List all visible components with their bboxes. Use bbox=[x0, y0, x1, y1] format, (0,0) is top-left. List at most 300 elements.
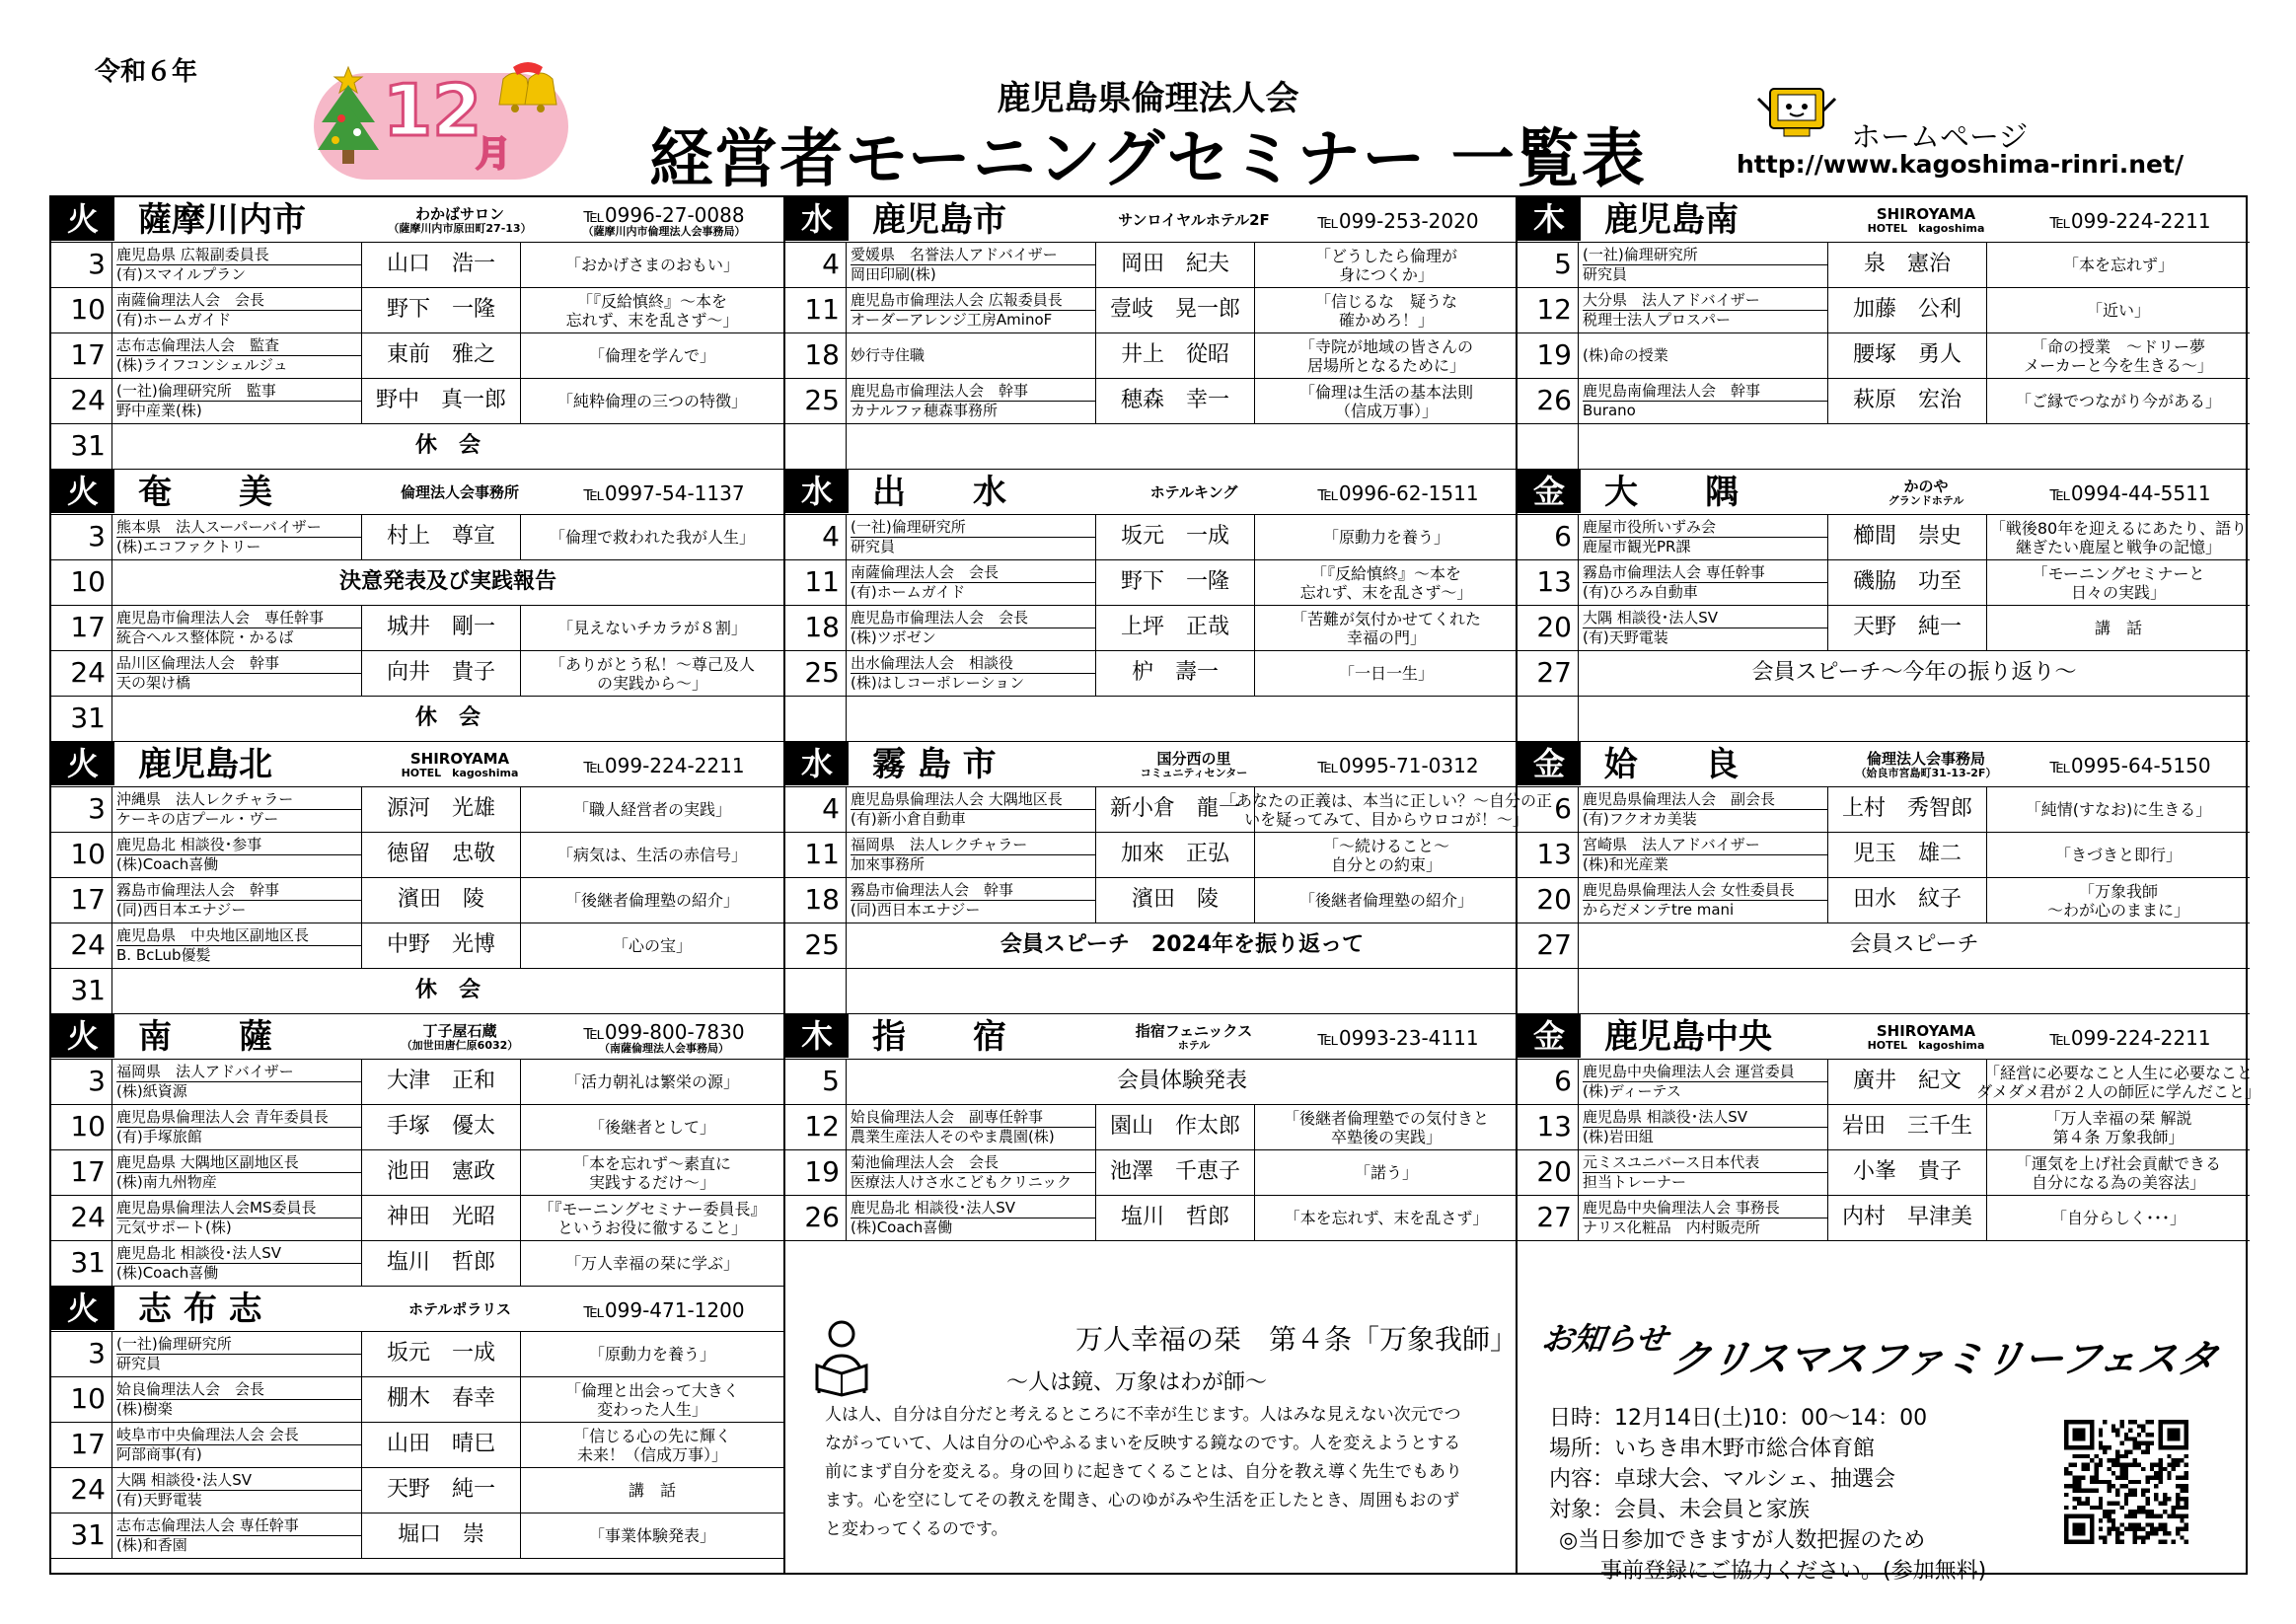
topic-line: 変わった人生」 bbox=[597, 1399, 707, 1419]
topic-line: 「ご縁でつながり今がある」 bbox=[2015, 392, 2221, 410]
day-number: 20 bbox=[1518, 606, 1579, 650]
venue-line: SHIROYAMA bbox=[1876, 1022, 1976, 1041]
affiliation-line: (株)Coach喜働 bbox=[851, 1218, 1095, 1237]
affiliation-line: 鹿児島中央倫理法人会 運営委員 bbox=[1583, 1063, 1795, 1080]
affiliation-line: 霧島市倫理法人会 幹事 bbox=[851, 881, 1014, 899]
day-number: 3 bbox=[51, 1332, 112, 1376]
topic-line: というお役に徹すること」 bbox=[556, 1218, 747, 1237]
seminar-row bbox=[51, 424, 783, 470]
homepage-label: ホームページ bbox=[1851, 120, 2029, 155]
speaker-name: 山田 晴巳 bbox=[361, 1423, 521, 1467]
affiliation-line: 岡田印刷(株) bbox=[851, 264, 1095, 284]
lecture-topic bbox=[1987, 333, 2250, 378]
topic-line: 「活力朝礼は繁栄の源」 bbox=[564, 1072, 739, 1091]
lecture-topic bbox=[1987, 1105, 2250, 1149]
speaker-name: 池澤 千恵子 bbox=[1095, 1150, 1255, 1195]
speaker-name: 徳留 忠敬 bbox=[361, 833, 521, 877]
row-note bbox=[847, 969, 1518, 1013]
topic-line: 「倫理で救われた我が人生」 bbox=[549, 528, 755, 547]
lecture-topic bbox=[1987, 833, 2250, 877]
day-number: 6 bbox=[1518, 1060, 1579, 1104]
affiliation-line: (有)スマイルプラン bbox=[116, 264, 361, 284]
speaker-name: 櫛間 崇史 bbox=[1827, 515, 1987, 559]
affiliation-line: (株)エコファクトリー bbox=[116, 537, 361, 556]
notice-target: 対象：会員、未会員と家族 bbox=[1549, 1498, 1811, 1522]
speaker-affiliation bbox=[1581, 243, 1827, 287]
speaker-affiliation bbox=[849, 787, 1095, 832]
seminar-row bbox=[51, 515, 783, 560]
day-number: 12 bbox=[1518, 288, 1579, 332]
affiliation-line: 熊本県 法人スーパーバイザー bbox=[116, 518, 322, 536]
day-number bbox=[785, 969, 847, 1013]
speaker-affiliation bbox=[1581, 878, 1827, 923]
speaker-name: 磯脇 功至 bbox=[1827, 560, 1987, 605]
speaker-name: 萩原 宏治 bbox=[1827, 379, 1987, 423]
venue-line: ホテル bbox=[1177, 1039, 1211, 1053]
affiliation-line: 鹿児島県 中央地区副地区長 bbox=[116, 926, 310, 944]
speaker-affiliation bbox=[849, 333, 1095, 378]
affiliation-line: (株)岩田組 bbox=[1583, 1127, 1827, 1146]
day-number: 11 bbox=[785, 833, 847, 877]
affiliation-line: 志布志倫理法人会 専任幹事 bbox=[116, 1516, 299, 1534]
speaker-name: 坂元 一成 bbox=[361, 1332, 521, 1376]
org-name: 鹿児島県倫理法人会 bbox=[997, 79, 1299, 118]
day-number: 10 bbox=[51, 560, 112, 605]
affiliation-line: 統合ヘルス整体院・かるば bbox=[116, 627, 361, 647]
phone-line: ℡0996-62-1511 bbox=[1317, 480, 1479, 505]
topic-line: 卒塾後の実践」 bbox=[1330, 1127, 1442, 1146]
topic-line: 「原動力を養う」 bbox=[588, 1345, 715, 1364]
lecture-topic bbox=[1987, 515, 2250, 559]
venue-line: 倫理法人会事務所 bbox=[400, 483, 519, 502]
speaker-name: 濱田 陵 bbox=[1095, 878, 1255, 923]
day-number: 12 bbox=[785, 1105, 847, 1149]
day-number: 13 bbox=[1518, 1105, 1579, 1149]
weekday-badge: 火 bbox=[51, 197, 114, 241]
lecture-topic bbox=[521, 333, 783, 378]
day-number bbox=[1518, 424, 1579, 469]
row-note: 休 会 bbox=[414, 978, 481, 1002]
venue-line: （姶良市宮島町31-13-2F） bbox=[1855, 767, 1997, 780]
affiliation-line: 元気サポート(株) bbox=[116, 1218, 361, 1237]
venue bbox=[1839, 746, 2013, 785]
affiliation-line: 鹿屋市役所いずみ会 bbox=[1583, 518, 1717, 536]
affiliation-line: 品川区倫理法人会 幹事 bbox=[116, 654, 280, 672]
seminar-row bbox=[51, 1196, 783, 1241]
venue-line: HOTEL kagoshima bbox=[401, 767, 519, 780]
affiliation-line: 研究員 bbox=[116, 1354, 361, 1373]
speaker-name: 小峯 貴子 bbox=[1827, 1150, 1987, 1195]
topic-line: 「ありがとう私！～尊己及人 bbox=[549, 654, 755, 674]
speaker-affiliation bbox=[1581, 560, 1827, 605]
notice-note: ◎当日参加できますが人数把握のため bbox=[1559, 1528, 1926, 1553]
affiliation-line: 研究員 bbox=[851, 537, 1095, 556]
day-number: 31 bbox=[51, 697, 112, 741]
seminar-row bbox=[51, 379, 783, 424]
seminar-row bbox=[51, 243, 783, 288]
day-number: 17 bbox=[51, 606, 112, 650]
affiliation-line: 大分県 法人アドバイザー bbox=[1583, 291, 1760, 309]
phone-line: ℡099-800-7830 bbox=[583, 1019, 745, 1044]
topic-line: 「命の授業 ～ドリー夢 bbox=[2031, 336, 2205, 356]
phone bbox=[2021, 201, 2240, 241]
topic-line: いを疑ってみて、目からウロコが！～」 bbox=[1244, 809, 1528, 829]
topic-line: の実践から～」 bbox=[596, 673, 707, 693]
affiliation-line: (有)手塚旅館 bbox=[116, 1127, 361, 1146]
phone-line: （薩摩川内市倫理法人会事務局） bbox=[582, 224, 746, 238]
speaker-name: 廣井 紀文 bbox=[1827, 1060, 1987, 1104]
speaker-affiliation bbox=[114, 515, 361, 559]
day-number: 31 bbox=[51, 1241, 112, 1286]
lecture-topic bbox=[1987, 878, 2250, 923]
affiliation-line: 宮崎県 法人アドバイザー bbox=[1583, 836, 1760, 853]
era-label: 令和６年 bbox=[95, 57, 198, 87]
notice-note-2: 事前登録にご協力ください。(参加無料) bbox=[1600, 1559, 1987, 1584]
topic-line: 継ぎたい鹿屋と戦争の記憶」 bbox=[2015, 537, 2221, 556]
affiliation-line: (有)新小倉自動車 bbox=[851, 809, 1095, 829]
affiliation-line: (株)Coach喜働 bbox=[116, 1263, 361, 1283]
seminar-row bbox=[785, 288, 1518, 333]
day-number: 3 bbox=[51, 243, 112, 287]
section-header bbox=[51, 197, 783, 243]
speaker-name: 坂元 一成 bbox=[1095, 515, 1255, 559]
affiliation-line: (同)西日本エナジー bbox=[851, 900, 1095, 920]
seminar-row bbox=[785, 379, 1518, 424]
seminar-row bbox=[51, 923, 783, 969]
speaker-affiliation bbox=[114, 243, 361, 287]
section-header bbox=[51, 1287, 783, 1332]
topic-line: 「職人経営者の実践」 bbox=[572, 800, 731, 819]
affiliation-line: 鹿児島市倫理法人会 専任幹事 bbox=[116, 609, 325, 627]
lecture-topic bbox=[521, 878, 783, 923]
affiliation-line: 鹿児島県倫理法人会 大隅地区長 bbox=[851, 790, 1063, 808]
affiliation-line: 霧島市倫理法人会 専任幹事 bbox=[1583, 563, 1765, 581]
affiliation-line: 鹿児島県倫理法人会 副会長 bbox=[1583, 790, 1776, 808]
topic-line: 「信じる心の先に輝く bbox=[572, 1426, 731, 1445]
phone bbox=[1289, 474, 1508, 513]
affiliation-line: (株)紙資源 bbox=[116, 1081, 361, 1101]
speaker-name: 村上 尊宣 bbox=[361, 515, 521, 559]
affiliation-line: 鹿児島県 大隅地区副地区長 bbox=[116, 1153, 299, 1171]
day-number: 27 bbox=[1518, 651, 1579, 696]
lecture-topic bbox=[521, 606, 783, 650]
day-number: 20 bbox=[1518, 1150, 1579, 1195]
speaker-name: 野下 一隆 bbox=[361, 288, 521, 332]
lecture-topic bbox=[1255, 606, 1518, 650]
row-note bbox=[1579, 969, 2250, 1013]
phone bbox=[1289, 201, 1508, 241]
speaker-name: 岩田 三千生 bbox=[1827, 1105, 1987, 1149]
speaker-affiliation bbox=[114, 923, 361, 968]
topic-line: 「戦後80年を迎えるにあたり、語り bbox=[1989, 518, 2248, 538]
affiliation-line: 志布志倫理法人会 監査 bbox=[116, 336, 280, 354]
affiliation-line: 鹿児島県倫理法人会 女性委員長 bbox=[1583, 881, 1795, 899]
topic-line: 「本を忘れず」 bbox=[2062, 256, 2174, 274]
venue bbox=[1839, 1018, 2013, 1058]
speaker-affiliation bbox=[114, 288, 361, 332]
speaker-affiliation bbox=[114, 651, 361, 696]
seminar-row bbox=[51, 606, 783, 651]
manjin-body: 人は人、自分は自分だと考えるところに不幸が生じます。人はみな見えない次元でつながっていて、人は自分の心やふるまいを反映する鏡なのです。人を変えようとする前にまず自分を変える。身の回りに起きてくることは、自分を教え導く先生でもあります。心を空にしてその教えを聞き、心のゆがみや生活を正したとき、周囲もおのずと変わってくるのです。 bbox=[825, 1405, 1462, 1539]
branch-name: 霧 島 市 bbox=[872, 745, 997, 784]
qr-code-icon[interactable] bbox=[2064, 1409, 2188, 1555]
venue-line: 国分西の里 bbox=[1156, 750, 1231, 769]
seminar-row bbox=[785, 878, 1518, 923]
phone bbox=[1289, 1018, 1508, 1058]
lecture-topic bbox=[521, 833, 783, 877]
seminar-row bbox=[51, 288, 783, 333]
speaker-affiliation bbox=[1581, 606, 1827, 650]
affiliation-line: 鹿児島北 相談役･法人SV bbox=[116, 1244, 282, 1262]
branch-name: 大 隅 bbox=[1604, 473, 1739, 512]
affiliation-line: (有)天野電装 bbox=[116, 1490, 361, 1510]
seminar-row bbox=[51, 1332, 783, 1377]
venue-line: SHIROYAMA bbox=[409, 750, 510, 769]
affiliation-line: (一社)倫理研究所 bbox=[1583, 246, 1698, 263]
day-number: 10 bbox=[51, 288, 112, 332]
seminar-row bbox=[1518, 243, 2250, 288]
lecture-topic bbox=[521, 1332, 783, 1376]
day-number: 26 bbox=[1518, 379, 1579, 423]
affiliation-line: (同)西日本エナジー bbox=[116, 900, 361, 920]
affiliation-line: 南薩倫理法人会 会長 bbox=[851, 563, 1000, 581]
topic-line: 「万人幸福の栞に学ぶ」 bbox=[564, 1254, 739, 1273]
lecture-topic bbox=[1255, 379, 1518, 423]
topic-line: 「病気は、生活の赤信号」 bbox=[556, 846, 747, 864]
venue bbox=[373, 1018, 547, 1058]
day-number: 18 bbox=[785, 878, 847, 923]
affiliation-line: 担当トレーナー bbox=[1583, 1172, 1827, 1192]
speaker-affiliation bbox=[114, 1332, 361, 1376]
topic-line: 「心の宝」 bbox=[612, 936, 692, 955]
topic-line: 忘れず、末を乱さず～」 bbox=[565, 310, 739, 330]
venue bbox=[1839, 201, 2013, 241]
speaker-name: 堀口 崇 bbox=[361, 1513, 521, 1558]
day-number: 17 bbox=[51, 878, 112, 923]
affiliation-line: ナリス化粧品 内村販売所 bbox=[1583, 1218, 1827, 1237]
day-number: 17 bbox=[51, 1150, 112, 1195]
day-number: 20 bbox=[1518, 878, 1579, 923]
section-header bbox=[1518, 470, 2250, 515]
weekday-badge: 水 bbox=[785, 197, 849, 241]
speaker-name: 田水 紋子 bbox=[1827, 878, 1987, 923]
topic-line: 身につくか」 bbox=[1339, 264, 1434, 284]
speaker-name: 塩川 哲郎 bbox=[361, 1241, 521, 1286]
lecture-topic bbox=[521, 923, 783, 968]
affiliation-line: Burano bbox=[1583, 401, 1827, 420]
day-number: 11 bbox=[785, 560, 847, 605]
topic-line: 「本を忘れず、末を乱さず」 bbox=[1284, 1209, 1489, 1227]
manjin-subtitle: ～人は鏡、万象はわが師～ bbox=[1006, 1370, 1268, 1395]
topic-line: 居場所となるために」 bbox=[1306, 355, 1465, 375]
day-number: 18 bbox=[785, 333, 847, 378]
topic-line: 「苦難が気付かせてくれた bbox=[1291, 609, 1481, 628]
affiliation-line: 大隅 相談役･法人SV bbox=[1583, 609, 1719, 627]
affiliation-line: (一社)倫理研究所 bbox=[851, 518, 966, 536]
topic-line: 第４条 万象我師」 bbox=[2052, 1127, 2185, 1146]
affiliation-line: (有)ひろみ自動車 bbox=[1583, 582, 1827, 602]
homepage-url[interactable]: http://www.kagoshima-rinri.net/ bbox=[1737, 150, 2185, 179]
seminar-row bbox=[785, 1060, 1518, 1105]
seminar-row bbox=[785, 1196, 1518, 1241]
topic-line: 忘れず、末を乱さず～」 bbox=[1299, 582, 1473, 602]
speaker-name: 大津 正和 bbox=[361, 1060, 521, 1104]
affiliation-line: 出水倫理法人会 相談役 bbox=[851, 654, 1014, 672]
lecture-topic bbox=[1987, 288, 2250, 332]
topic-line: 「『反給慎終』～本を bbox=[1310, 563, 1461, 583]
topic-line: 「後継者倫理塾の紹介」 bbox=[1298, 891, 1473, 910]
lecture-topic bbox=[1255, 333, 1518, 378]
day-number: 4 bbox=[785, 515, 847, 559]
affiliation-line: からだメンテtre mani bbox=[1583, 900, 1827, 920]
phone bbox=[555, 1291, 774, 1330]
topic-line: ダメダメ君が２人の師匠に学んだこと」 bbox=[1976, 1081, 2261, 1101]
venue bbox=[1107, 1018, 1281, 1058]
branch-name: 鹿児島南 bbox=[1604, 200, 1739, 240]
seminar-row bbox=[785, 697, 1518, 742]
lecture-topic bbox=[521, 1241, 783, 1286]
phone bbox=[555, 474, 774, 513]
month-suffix: 月 bbox=[476, 134, 512, 175]
affiliation-line: オーダーアレンジ工房AminoF bbox=[851, 310, 1095, 330]
affiliation-line: 菊池倫理法人会 会長 bbox=[851, 1153, 1000, 1171]
topic-line: 「おかげさまのおもい」 bbox=[564, 256, 739, 274]
topic-line: 「万人幸福の栞 解説 bbox=[2044, 1108, 2192, 1128]
affiliation-line: 鹿屋市観光PR課 bbox=[1583, 537, 1827, 556]
venue-line: （薩摩川内市原田町27-13） bbox=[388, 222, 532, 236]
venue-line: 倫理法人会事務局 bbox=[1866, 750, 1985, 769]
affiliation-line: 研究員 bbox=[1583, 264, 1827, 284]
venue-line: グランドホテル bbox=[1888, 494, 1964, 508]
weekday-badge: 火 bbox=[51, 1287, 114, 1330]
section-header bbox=[1518, 1014, 2250, 1060]
affiliation-line: (株)和光産業 bbox=[1583, 854, 1827, 874]
phone-line: ℡0994-44-5511 bbox=[2049, 480, 2211, 505]
speaker-name: 加來 正弘 bbox=[1095, 833, 1255, 877]
branch-name: 出 水 bbox=[872, 473, 1006, 512]
section-header bbox=[51, 742, 783, 787]
row-note bbox=[847, 424, 1518, 469]
lecture-topic bbox=[1987, 379, 2250, 423]
topic-line: 自分になる為の美容法」 bbox=[2031, 1172, 2205, 1192]
topic-line: 「モーニングセミナーと bbox=[2032, 563, 2205, 583]
seminar-row bbox=[785, 606, 1518, 651]
seminar-row bbox=[785, 1105, 1518, 1150]
speaker-name: 岡田 紀夫 bbox=[1095, 243, 1255, 287]
seminar-row bbox=[1518, 424, 2250, 470]
topic-line: メーカーと今を生きる～」 bbox=[2024, 355, 2213, 375]
affiliation-line: 姶良倫理法人会 副専任幹事 bbox=[851, 1108, 1044, 1126]
weekday-badge: 水 bbox=[785, 742, 849, 785]
affiliation-line: (株)ツボゼン bbox=[851, 627, 1095, 647]
affiliation-line: 鹿児島市倫理法人会 幹事 bbox=[851, 382, 1029, 400]
row-note: 会員スピーチ～今年の振り返り～ bbox=[1751, 660, 2077, 685]
seminar-row bbox=[1518, 923, 2250, 969]
speaker-affiliation bbox=[1581, 333, 1827, 378]
row-note: 会員スピーチ bbox=[1849, 932, 1979, 957]
seminar-row bbox=[1518, 333, 2250, 379]
lecture-topic bbox=[1976, 1060, 2261, 1104]
lecture-topic bbox=[521, 1196, 783, 1240]
seminar-row bbox=[1518, 697, 2250, 742]
affiliation-line: 鹿児島市倫理法人会 広報委員長 bbox=[851, 291, 1063, 309]
seminar-row bbox=[1518, 878, 2250, 923]
day-number bbox=[1518, 697, 1579, 741]
seminar-row bbox=[51, 1150, 783, 1196]
section-header bbox=[1518, 742, 2250, 787]
lecture-topic bbox=[1987, 1150, 2250, 1195]
day-number: 3 bbox=[51, 787, 112, 832]
speaker-affiliation bbox=[849, 288, 1095, 332]
lecture-topic bbox=[521, 651, 783, 696]
speaker-affiliation bbox=[114, 787, 361, 832]
seminar-row bbox=[1518, 288, 2250, 333]
seminar-row bbox=[1518, 1150, 2250, 1196]
day-number: 17 bbox=[51, 1423, 112, 1467]
venue-line: ホテルキング bbox=[1149, 483, 1238, 502]
speaker-affiliation bbox=[114, 833, 361, 877]
speaker-name: 塩川 哲郎 bbox=[1095, 1196, 1255, 1240]
row-note: 会員体験発表 bbox=[1116, 1069, 1247, 1093]
phone-line: ℡099-224-2211 bbox=[2049, 1025, 2211, 1050]
speaker-name: 手塚 優太 bbox=[361, 1105, 521, 1149]
speaker-affiliation bbox=[849, 651, 1095, 696]
speaker-affiliation bbox=[849, 379, 1095, 423]
speaker-affiliation bbox=[849, 1105, 1095, 1149]
row-note bbox=[1579, 424, 2250, 469]
phone bbox=[555, 746, 774, 785]
branch-name: 志 布 志 bbox=[138, 1290, 262, 1329]
affiliation-line: (一社)倫理研究所 監事 bbox=[116, 382, 276, 400]
speaker-name: 壹岐 晃一郎 bbox=[1095, 288, 1255, 332]
branch-name: 鹿児島北 bbox=[138, 745, 272, 784]
affiliation-line: 大隅 相談役･法人SV bbox=[116, 1471, 253, 1489]
seminar-row bbox=[785, 1150, 1518, 1196]
day-number: 3 bbox=[51, 515, 112, 559]
lecture-topic bbox=[521, 787, 783, 832]
speaker-affiliation bbox=[1581, 787, 1827, 832]
day-number: 4 bbox=[785, 243, 847, 287]
page-title: 経営者モーニングセミナー 一覧表 bbox=[649, 123, 1647, 196]
affiliation-line: 岐阜市中央倫理法人会 会長 bbox=[116, 1426, 299, 1443]
speaker-name: 泉 憲治 bbox=[1827, 243, 1987, 287]
speaker-affiliation bbox=[1581, 1196, 1827, 1240]
speaker-affiliation bbox=[849, 560, 1095, 605]
seminar-row bbox=[1518, 1196, 2250, 1241]
affiliation-line: 鹿児島中央倫理法人会 事務長 bbox=[1583, 1199, 1780, 1217]
topic-line: 「～続けること～ bbox=[1322, 836, 1449, 855]
affiliation-line: 加來事務所 bbox=[851, 854, 1095, 874]
speaker-name: 児玉 雄二 bbox=[1827, 833, 1987, 877]
seminar-row bbox=[51, 333, 783, 379]
affiliation-line: (株)はしコーポレーション bbox=[851, 673, 1095, 693]
topic-line: ～わが心のままに」 bbox=[2046, 900, 2189, 920]
venue-line: HOTEL kagoshima bbox=[1867, 1039, 1985, 1053]
venue-line: 丁子屋石蔵 bbox=[422, 1022, 497, 1041]
venue-line: 指宿フェニックス bbox=[1135, 1022, 1253, 1041]
lecture-topic bbox=[1987, 787, 2250, 832]
speaker-affiliation bbox=[114, 878, 361, 923]
day-number: 10 bbox=[51, 833, 112, 877]
day-number: 24 bbox=[51, 379, 112, 423]
day-number: 24 bbox=[51, 651, 112, 696]
weekday-badge: 火 bbox=[51, 742, 114, 785]
day-number: 3 bbox=[51, 1060, 112, 1104]
affiliation-line: 鹿児島北 相談役･法人SV bbox=[851, 1199, 1016, 1217]
affiliation-line: 鹿児島県倫理法人会MS委員長 bbox=[116, 1199, 317, 1217]
weekday-badge: 水 bbox=[785, 470, 849, 513]
topic-line: 「経営に必要なこと人生に必要なこと bbox=[1984, 1063, 2254, 1082]
